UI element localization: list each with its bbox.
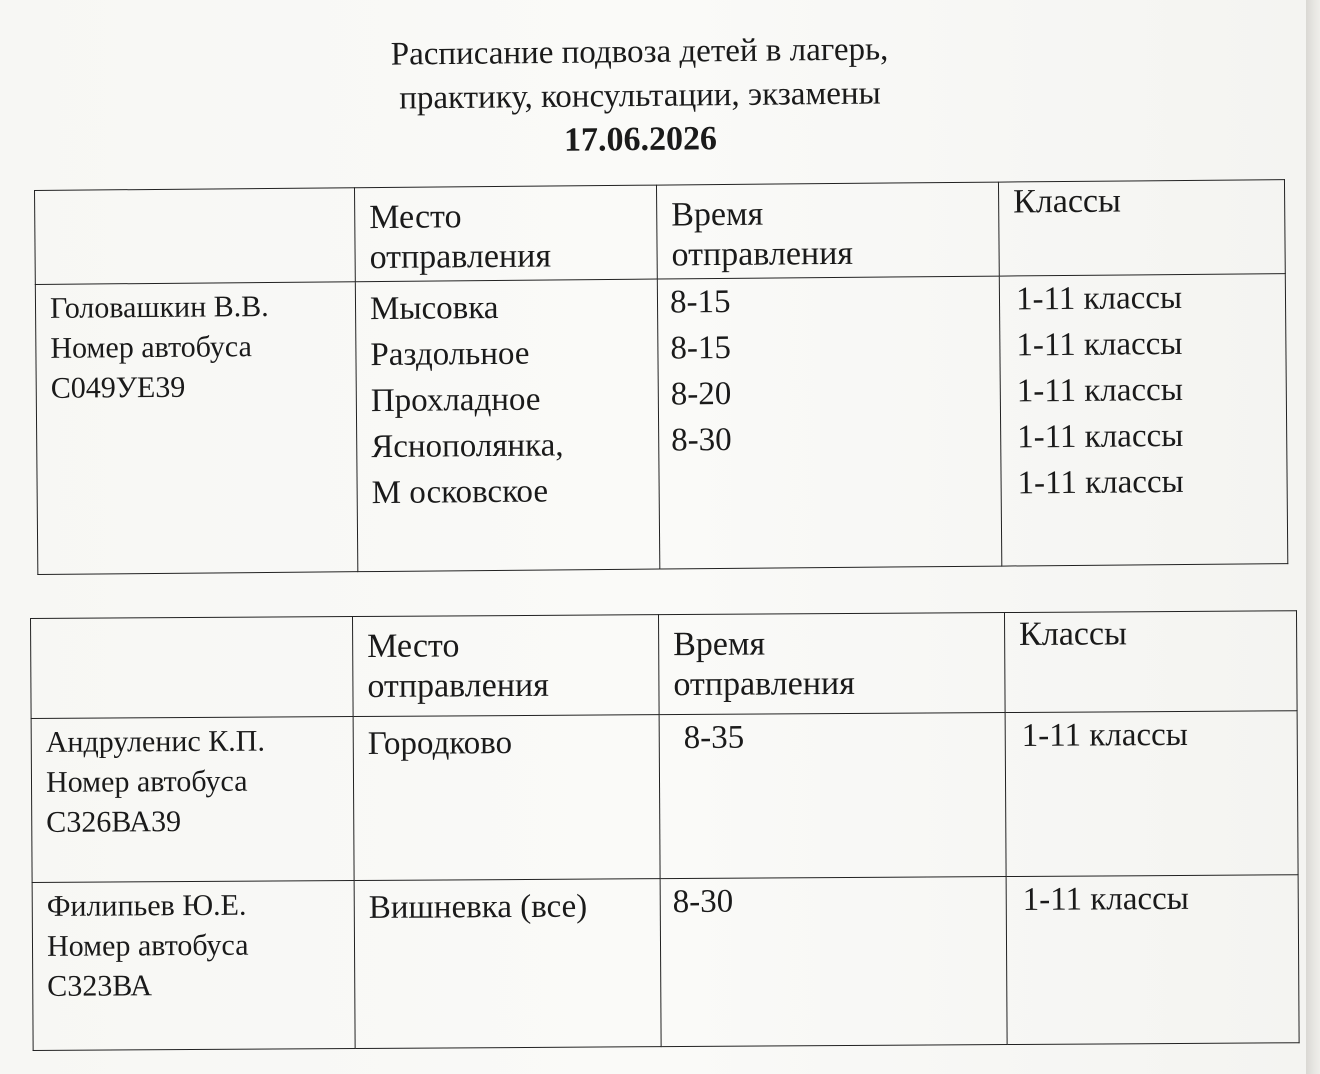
classes-item: 1-11 классы bbox=[1017, 463, 1184, 502]
place-item: Городково bbox=[367, 725, 513, 762]
table-row bbox=[32, 875, 1299, 1051]
table-header-row bbox=[31, 611, 1298, 719]
place-cell bbox=[353, 715, 660, 881]
classes-item: 1-11 классы bbox=[1015, 279, 1183, 318]
header-place-line-1: Место bbox=[369, 198, 462, 237]
driver-cell bbox=[35, 282, 358, 575]
header-cell-time bbox=[656, 182, 999, 279]
classes-item: 1-11 классы bbox=[1017, 417, 1184, 456]
classes-item: 1-11 классы bbox=[1016, 371, 1184, 410]
header-time-line-2: отправления bbox=[673, 664, 855, 704]
heading-date: 17.06.2026 bbox=[563, 120, 718, 159]
bus-number: С049УЕ39 bbox=[50, 370, 186, 405]
header-cell-time bbox=[658, 613, 1005, 715]
classes-cell bbox=[1006, 875, 1299, 1045]
driver-cell bbox=[31, 717, 354, 883]
bus-number: С326ВА39 bbox=[46, 805, 182, 839]
header-time-line-2: отправления bbox=[671, 234, 854, 274]
place-cell bbox=[354, 879, 661, 1049]
classes-cell bbox=[999, 274, 1288, 566]
header-place-line-2: отправления bbox=[369, 237, 552, 277]
bus-label: Номер автобуса bbox=[46, 928, 249, 963]
classes-item: 1-11 классы bbox=[1022, 880, 1189, 918]
time-item: 8-20 bbox=[670, 375, 732, 413]
header-place-line-1: Место bbox=[367, 627, 460, 665]
place-item: Яснополянка, bbox=[371, 427, 564, 466]
place-cell bbox=[355, 279, 660, 572]
place-item: Вишневка (все) bbox=[368, 888, 588, 926]
heading-line-1: Расписание подвоза детей в лагерь, bbox=[390, 31, 889, 73]
time-cell bbox=[659, 713, 1006, 879]
header-classes: Классы bbox=[1012, 182, 1122, 221]
time-item: 8-15 bbox=[669, 283, 731, 321]
time-item: 8-30 bbox=[672, 883, 734, 921]
header-cell-classes bbox=[1004, 611, 1297, 713]
driver-cell bbox=[32, 881, 355, 1051]
header-cell-place bbox=[352, 615, 659, 717]
classes-item: 1-11 классы bbox=[1016, 325, 1183, 364]
schedule-table-2 bbox=[30, 610, 1300, 1051]
table-header-row bbox=[35, 180, 1286, 285]
bus-number: С323ВА bbox=[47, 969, 153, 1003]
bus-label: Номер автобуса bbox=[45, 764, 248, 799]
classes-cell bbox=[1005, 711, 1298, 877]
header-time-line-1: Время bbox=[673, 625, 766, 664]
driver-name: Филипьев Ю.Е. bbox=[46, 888, 247, 923]
header-time-line-1: Время bbox=[671, 195, 764, 234]
document-heading bbox=[0, 23, 1281, 168]
time-item: 8-15 bbox=[670, 329, 732, 367]
header-classes: Классы bbox=[1019, 615, 1127, 653]
page-edge bbox=[1306, 0, 1320, 1074]
driver-name: Андруленис К.П. bbox=[45, 724, 266, 759]
classes-item: 1-11 классы bbox=[1021, 716, 1188, 754]
header-cell-driver bbox=[35, 188, 356, 285]
driver-name: Головашкин В.В. bbox=[49, 289, 269, 325]
place-item: М осковское bbox=[371, 473, 549, 512]
table-row bbox=[31, 711, 1298, 883]
time-item: 8-35 bbox=[683, 719, 745, 757]
heading-line-2: практику, консультации, экзамены bbox=[399, 75, 881, 117]
schedule-table-1 bbox=[34, 179, 1288, 575]
time-cell bbox=[657, 276, 1002, 569]
place-item: Раздольное bbox=[370, 335, 530, 374]
header-cell-classes bbox=[998, 180, 1285, 276]
header-cell-place bbox=[354, 185, 657, 282]
time-cell bbox=[660, 877, 1007, 1047]
place-item: Прохладное bbox=[370, 381, 541, 420]
header-cell-driver bbox=[31, 617, 354, 719]
bus-label: Номер автобуса bbox=[50, 330, 252, 365]
table-row bbox=[35, 274, 1287, 575]
place-item: Мысовка bbox=[369, 289, 499, 328]
header-place-line-2: отправления bbox=[367, 666, 549, 705]
time-item: 8-30 bbox=[671, 421, 732, 459]
